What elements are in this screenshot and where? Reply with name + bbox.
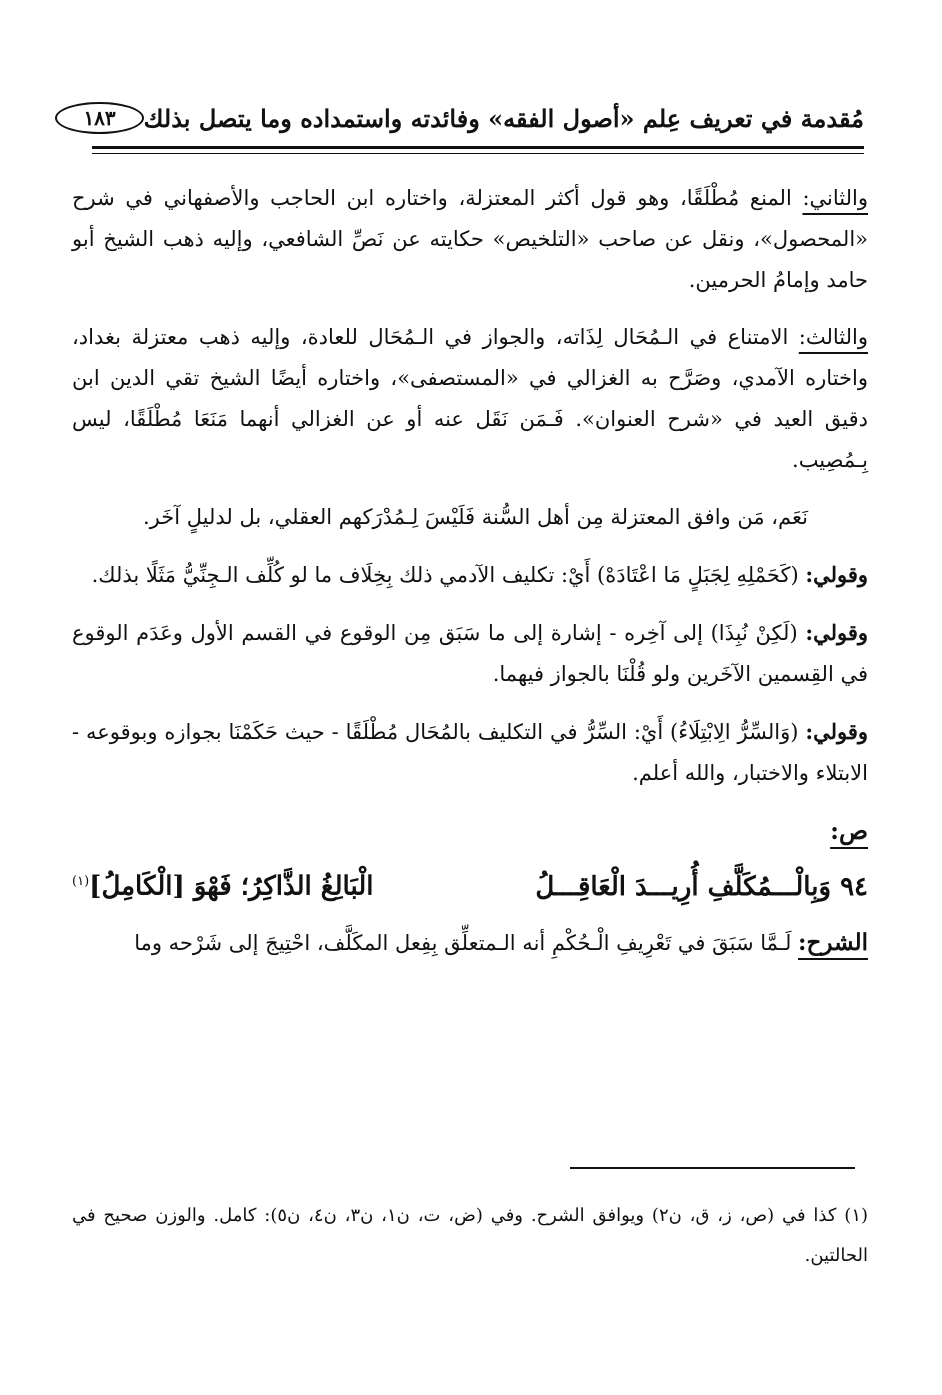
paragraph-text: (كَحَمْلِهِ لِجَبَلٍ مَا اعْتَادَهْ) أَيْ: تكليف الآدمي ذلك بِخِلَاف ما لو كُلِّف الـجِنِّيُّ مَثَلًا بذلك.	[91, 563, 806, 587]
paragraph-lead: وقولي:	[805, 719, 868, 744]
verse-second-hemistich: الْبَالِغُ الذَّاكِرُ؛ فَهْوَ [الْكَامِلُ]$^{(١)}$	[72, 871, 374, 902]
paragraph-commentary-1	[72, 554, 868, 596]
text-section-label: ص:	[830, 816, 868, 845]
paragraph-lead: والثالث:	[798, 325, 868, 349]
paragraph-commentary-3	[72, 711, 868, 794]
paragraph-commentary-2	[72, 612, 868, 695]
paragraph-text: (لَكِنْ نُبِذَا) إلى آخِره - إشارة إلى ما سَبَق مِن الوقوع في القسم الأول وعَدَم الوقوع في القِسمين الآخَرين ولو قُلْنَا بالجواز فيهما.	[72, 621, 868, 686]
poem-verse	[72, 861, 868, 908]
paragraph-third-opinion	[72, 317, 868, 481]
sharh-label: الشرح:	[798, 928, 868, 956]
paragraph-text: نَعَم، مَن وافق المعتزلة مِن أهل السُّنة فَلَيْسَ لِـمُدْرَكهم العقلي، بل لدليلٍ آخَر.	[142, 505, 808, 529]
paragraph-text: لَـمَّا سَبَقَ في تَعْرِيفِ الْـحُكْمِ أنه الـمتعلِّق بِفِعل المكَلَّف، احْتِيجَ إلى شَرْحه وما	[134, 930, 799, 955]
paragraph-lead: والثاني:	[802, 186, 868, 210]
running-head: مُقدمة في تعريف عِلم «أصول الفقه» وفائدته واستمداده وما يتصل بذلك	[143, 103, 864, 133]
paragraph-sharh	[72, 922, 868, 964]
main-text	[72, 178, 868, 980]
footnote: (١) كذا في (ص، ز، ق، ن٢) ويوافق الشرح. وفي (ض، ت، ن١، ن٣، ن٤، ن٥): كامل. والوزن صحيح في الحالتين.	[72, 1205, 869, 1266]
footnote-reference: (١)	[72, 874, 90, 889]
header-rule-thin	[92, 153, 864, 154]
paragraph-text: المنع مُطْلَقًا، وهو قول أكثر المعتزلة، واختاره ابن الحاجب والأصفهاني في شرح «المحصول»، ونقل عن صاحب «التلخيص» حكايته عن نَصِّ الشافعي، وإليه ذهب الشيخ أبو حامد وإمامُ الحرمين.	[72, 186, 868, 292]
paragraph-note	[72, 497, 868, 538]
page-header	[83, 96, 864, 140]
verse-first-hemistich: ٩٤ وَبِالْـــمُكَلَّفِ أُرِيـــدَ الْعَاقِـــلُ	[535, 871, 868, 902]
paragraph-text: الامتناع في الـمُحَال لِذَاته، والجواز في الـمُحَال للعادة، وإليه ذهب معتزلة بغداد، واختاره الآمدي، وصَرَّح به الغزالي في «المستصفى»، واختاره أيضًا الشيخ تقي الدين ابن دقيق العيد في «شرح العنوان». فَـمَن نَقَل عنه أو عن الغزالي أنهما مَنَعَا مُطْلَقًا، ليس بِـمُصِيب.	[72, 325, 868, 472]
footnote-separator	[570, 1167, 855, 1169]
paragraph-text: (وَالسِّرُّ الِابْتِلَاءُ) أَيْ: السِّرُّ في التكليف بالمُحَال مُطْلَقًا - حيث حَكَمْنَا بجوازه وبوقوعه - الابتلاء والاختبار، والله أعلم.	[72, 720, 868, 785]
paragraph-lead: وقولي:	[805, 562, 868, 587]
page-number: ١٨٣	[55, 102, 143, 134]
header-rule-thick	[92, 146, 864, 149]
paragraph-second-opinion	[72, 178, 868, 301]
paragraph-lead: وقولي:	[805, 620, 868, 645]
